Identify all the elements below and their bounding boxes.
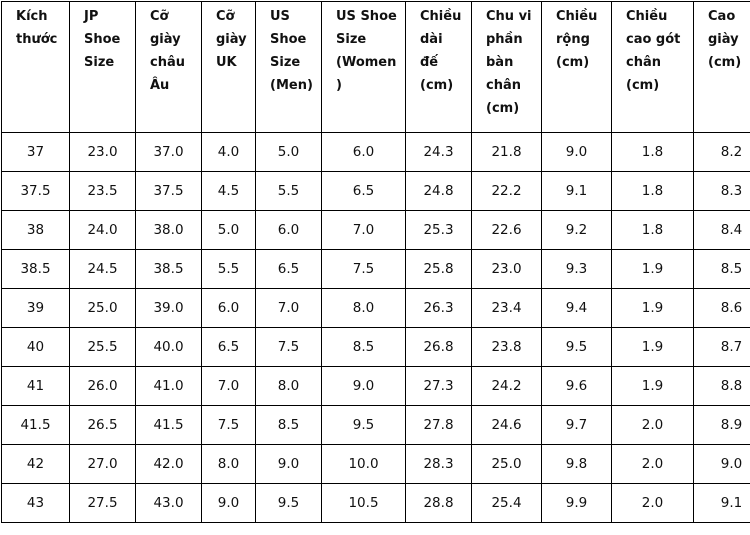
table-cell: 39 <box>2 289 70 328</box>
header-size: Kích thước <box>2 2 70 133</box>
table-cell: 27.5 <box>70 484 136 523</box>
table-cell: 1.8 <box>612 211 694 250</box>
table-cell: 6.5 <box>256 250 322 289</box>
table-cell: 21.8 <box>472 133 542 172</box>
table-cell: 26.3 <box>406 289 472 328</box>
table-cell: 9.1 <box>694 484 750 523</box>
table-cell: 7.5 <box>322 250 406 289</box>
header-us-men-size: US Shoe Size (Men) <box>256 2 322 133</box>
table-cell: 37.0 <box>136 133 202 172</box>
table-cell: 38.5 <box>2 250 70 289</box>
table-cell: 9.9 <box>542 484 612 523</box>
table-cell: 9.5 <box>256 484 322 523</box>
table-cell: 8.0 <box>202 445 256 484</box>
table-cell: 37.5 <box>2 172 70 211</box>
table-cell: 26.8 <box>406 328 472 367</box>
table-cell: 23.0 <box>70 133 136 172</box>
table-cell: 1.8 <box>612 133 694 172</box>
table-cell: 2.0 <box>612 484 694 523</box>
table-cell: 9.6 <box>542 367 612 406</box>
table-cell: 23.4 <box>472 289 542 328</box>
header-uk-size: Cỡ giày UK <box>202 2 256 133</box>
table-row <box>2 445 750 484</box>
table-cell: 38.0 <box>136 211 202 250</box>
table-cell: 7.5 <box>256 328 322 367</box>
table-cell: 8.2 <box>694 133 750 172</box>
table-cell: 9.3 <box>542 250 612 289</box>
table-cell: 7.5 <box>202 406 256 445</box>
table-cell: 41 <box>2 367 70 406</box>
table-cell: 9.0 <box>694 445 750 484</box>
table-cell: 5.0 <box>256 133 322 172</box>
table-cell: 37.5 <box>136 172 202 211</box>
table-header-row <box>2 2 750 133</box>
table-cell: 8.9 <box>694 406 750 445</box>
header-sole-length: Chiều dài đế (cm) <box>406 2 472 133</box>
header-width: Chiều rộng (cm) <box>542 2 612 133</box>
table-cell: 38.5 <box>136 250 202 289</box>
table-cell: 6.0 <box>202 289 256 328</box>
table-cell: 24.3 <box>406 133 472 172</box>
table-cell: 41.0 <box>136 367 202 406</box>
table-cell: 24.6 <box>472 406 542 445</box>
table-cell: 43.0 <box>136 484 202 523</box>
header-eu-size: Cỡ giày châu Âu <box>136 2 202 133</box>
table-row <box>2 133 750 172</box>
header-foot-circumference: Chu vi phần bàn chân (cm) <box>472 2 542 133</box>
table-cell: 7.0 <box>322 211 406 250</box>
table-cell: 8.5 <box>694 250 750 289</box>
table-cell: 8.5 <box>256 406 322 445</box>
table-cell: 25.5 <box>70 328 136 367</box>
table-cell: 10.5 <box>322 484 406 523</box>
table-cell: 27.3 <box>406 367 472 406</box>
table-cell: 27.0 <box>70 445 136 484</box>
table-cell: 25.8 <box>406 250 472 289</box>
shoe-size-table <box>1 1 750 523</box>
table-cell: 6.0 <box>322 133 406 172</box>
table-cell: 8.3 <box>694 172 750 211</box>
table-cell: 9.8 <box>542 445 612 484</box>
table-cell: 1.9 <box>612 328 694 367</box>
table-cell: 9.7 <box>542 406 612 445</box>
table-cell: 41.5 <box>136 406 202 445</box>
table-cell: 8.8 <box>694 367 750 406</box>
table-row <box>2 406 750 445</box>
table-cell: 8.5 <box>322 328 406 367</box>
table-row <box>2 367 750 406</box>
table-cell: 10.0 <box>322 445 406 484</box>
table-cell: 40 <box>2 328 70 367</box>
table-row <box>2 172 750 211</box>
table-cell: 8.0 <box>256 367 322 406</box>
table-cell: 41.5 <box>2 406 70 445</box>
table-cell: 7.0 <box>256 289 322 328</box>
table-cell: 8.0 <box>322 289 406 328</box>
table-row <box>2 211 750 250</box>
table-cell: 9.0 <box>256 445 322 484</box>
table-cell: 23.0 <box>472 250 542 289</box>
header-shoe-height: Cao giày (cm) <box>694 2 750 133</box>
table-row <box>2 289 750 328</box>
table-cell: 24.8 <box>406 172 472 211</box>
table-cell: 28.8 <box>406 484 472 523</box>
table-cell: 9.1 <box>542 172 612 211</box>
table-cell: 1.9 <box>612 367 694 406</box>
header-us-women-size: US Shoe Size (Women) <box>322 2 406 133</box>
table-cell: 2.0 <box>612 406 694 445</box>
header-jp-size: JP Shoe Size <box>70 2 136 133</box>
table-cell: 2.0 <box>612 445 694 484</box>
table-cell: 9.0 <box>202 484 256 523</box>
table-cell: 24.2 <box>472 367 542 406</box>
table-body <box>2 133 750 523</box>
table-cell: 42.0 <box>136 445 202 484</box>
table-cell: 25.3 <box>406 211 472 250</box>
table-cell: 23.8 <box>472 328 542 367</box>
table-cell: 5.5 <box>202 250 256 289</box>
table-cell: 25.0 <box>70 289 136 328</box>
table-cell: 28.3 <box>406 445 472 484</box>
table-cell: 24.0 <box>70 211 136 250</box>
table-cell: 27.8 <box>406 406 472 445</box>
table-cell: 7.0 <box>202 367 256 406</box>
table-cell: 26.5 <box>70 406 136 445</box>
table-cell: 1.8 <box>612 172 694 211</box>
table-cell: 8.7 <box>694 328 750 367</box>
table-cell: 26.0 <box>70 367 136 406</box>
header-heel-height: Chiều cao gót chân (cm) <box>612 2 694 133</box>
table-cell: 1.9 <box>612 289 694 328</box>
table-cell: 22.2 <box>472 172 542 211</box>
table-cell: 5.0 <box>202 211 256 250</box>
table-cell: 39.0 <box>136 289 202 328</box>
table-cell: 23.5 <box>70 172 136 211</box>
table-cell: 24.5 <box>70 250 136 289</box>
table-cell: 43 <box>2 484 70 523</box>
table-cell: 8.4 <box>694 211 750 250</box>
table-cell: 37 <box>2 133 70 172</box>
table-cell: 6.0 <box>256 211 322 250</box>
table-cell: 4.0 <box>202 133 256 172</box>
table-row <box>2 484 750 523</box>
table-cell: 9.0 <box>322 367 406 406</box>
table-cell: 1.9 <box>612 250 694 289</box>
table-cell: 40.0 <box>136 328 202 367</box>
table-row <box>2 250 750 289</box>
table-cell: 5.5 <box>256 172 322 211</box>
table-cell: 9.4 <box>542 289 612 328</box>
table-cell: 25.0 <box>472 445 542 484</box>
table-cell: 9.5 <box>542 328 612 367</box>
table-cell: 25.4 <box>472 484 542 523</box>
table-cell: 38 <box>2 211 70 250</box>
table-cell: 22.6 <box>472 211 542 250</box>
table-cell: 8.6 <box>694 289 750 328</box>
table-row <box>2 328 750 367</box>
table-cell: 9.5 <box>322 406 406 445</box>
table-cell: 9.0 <box>542 133 612 172</box>
table-cell: 6.5 <box>202 328 256 367</box>
table-cell: 42 <box>2 445 70 484</box>
table-cell: 9.2 <box>542 211 612 250</box>
table-cell: 6.5 <box>322 172 406 211</box>
table-cell: 4.5 <box>202 172 256 211</box>
